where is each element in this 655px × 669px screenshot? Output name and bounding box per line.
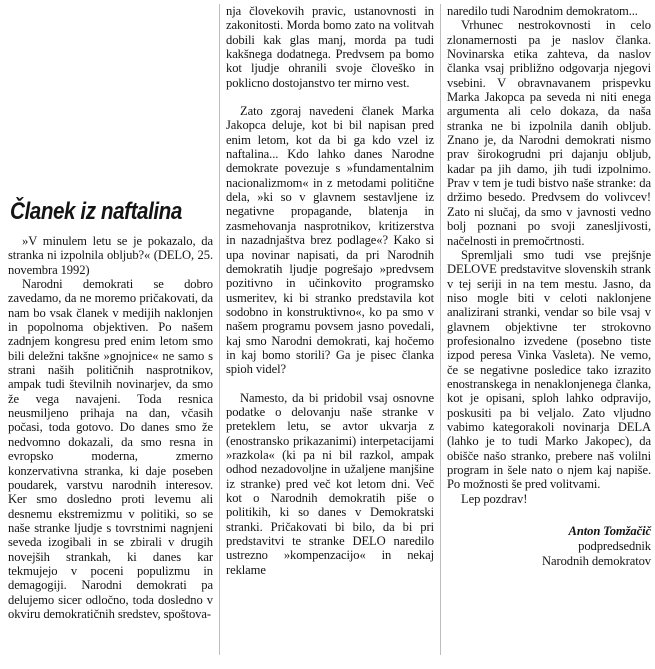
column-divider	[440, 4, 441, 655]
column-1-paragraph-1: Narodni demokrati se dobro zavedamo, da ne moremo pričakovati, da nam bo vsak članek v medijih naklonjen in popolnoma objektiven. Po našem zadnjem kongresu pred enim letom smo bili deležni takšne »gnojnice« ne samo s strani naših političnih nasprotnikov, ampak tudi številnih novinarjev, da smo že vega navajeni. Toda resnica neusmiljeno prihaja na dan, včasih počasi, toda gotovo. Do danes smo že nedvomno dokazali, da smo resna in evropsko moderna, zmerno konzervativna stranka, ki daje poseben poudarek, varstvu narodnih interesov. Ker smo dosledno proti levemu ali desnemu ekstremizmu v politiki, so se naše stranke ljudje s tovrstnimi nagnjeni seveda izogibali in se zbirali v drugih novejših strankah, ki danes kar tekmujejo v poceni populizmu in demagogiji. Narodni demokrati pa delujemo sicer odločno, toda dosledno v okviru demokratičnih sredstev, spoštova-	[8, 277, 213, 621]
author-title: podpredsednik	[578, 539, 651, 554]
column-3-paragraph-2: Vrhunec nestrokovnosti in celo zlonamernosti pa je naslov članka. Novinarska etika zahteva, da naslov članka vsaj približno odgovarja njegovi vsebini. V obravnavanem prispevku Marka Jakopca pa seveda ni niti enega argumenta ali celo dokaza, da naša stranka ne bi izpolnila danih obljub. Znano je, da Narodni demokrati nismo prav širokogrudni pri dajanju obljub, kadar pa jih damo, jih tudi izpolnimo. Prav v tem je tudi bistvo naše stranke: da držimo besedo. Predvsem do volivcev! Zato ni slučaj, da smo v javnosti vedno bolj poznani po svoji zanesljivosti, načelnosti in premočrtnosti.	[447, 18, 651, 248]
column-3-paragraph-1: naredilo tudi Narodnim demokratom...	[447, 4, 638, 18]
column-2-paragraph-2: Zato zgoraj navedeni članek Marka Jakopca deluje, kot bi bil napisan pred enim letom, kot da bi ga kdo vzel iz naftalina... Kdo lahko danes Narodne demokrate povezuje s »fundamentalnim nacionalizmom« in z metodami politične dela, »ki so v glavnem sestavljene iz negativne propagande, blatenja in zasmehovanja nasprotnikov, kritizerstva in nazadnjaštva brez podlage«? Kako si upa novinar napisati, da pri Narodnih demokratih ljudje pogrešajo »predvsem pozitivno in učinkovito programsko usmeritev, ki bi stranko predstavila kot sodobno in konstruktivno«, ko pa smo v našem programu povsem jasno povedali, kaj smo Narodni demokrati, kaj hočemo in kaj bomo storili? Ga je pisec članka spioh videl?	[226, 104, 434, 377]
column-1-lead-quote: »V minulem letu se je pokazalo, da stranka ni izpolnila obljub?« (DELO, 25. novembra 1992)	[8, 234, 213, 277]
column-2-paragraph-3: Namesto, da bi pridobil vsaj osnovne podatke o delovanju naše stranke v preteklem letu, se avtor ukvarja z (enostransko prikazanimi) interpetacijami »razkola« (ki pa ni bil razkol, ampak odhod nezadovoljne in užaljene manjšine iz stranke) pred več kot letom dni. Več kot o Narodnih demokratih piše o politikih, ki so danes v Demokratski stranki. Pričakovati bi bilo, da bi pri predstavitvi te stranke DELO naredilo ustrezno »kompenzacijo« in nekaj reklame	[226, 390, 434, 577]
author-organization: Narodnih demokratov	[542, 554, 651, 569]
article-headline: Članek iz naftalina	[10, 198, 182, 225]
column-2-paragraph-1: nja človekovih pravic, ustanovnosti in zakonitosti. Morda bomo zato na volitvah dobili kak glas manj, morda pa tudi kakšnega dodatnega. Predvsem pa bomo kot ljudje ohranili svoje človeško in poklicno dostojanstvo ter mirno vest.	[226, 4, 434, 90]
column-3-paragraph-3: Spremljali smo tudi vse prejšnje DELOVE predstavitve slovenskih strank v tej seriji in na tem mestu. Jasno, da niso mogle biti v celoti naklonjene analizirani stranki, vendar so bile vsaj v glavnem objektivne ter strokovno profesionalno izvedene (posebno tiste izpod peresa Vinka Vasleta). Ne vemo, če se negativne posledice tako izrazito enostranskega in nenaklonjenega članka, kot je opisani, sploh lahko odpravijo, poskusiti pa bi veljalo. Zato vljudno vabimo kategorakoli novinarja DELA (lahko je to tudi Marko Jakopec), da obišče našo stranko, prebere naš volilni program in šele nato o njem kaj napiše. Po možnosti še pred volitvami.	[447, 247, 651, 492]
article-column-1	[8, 234, 213, 621]
article-column-3	[447, 4, 651, 569]
signature-block	[447, 524, 651, 569]
column-divider	[219, 4, 220, 655]
author-name: Anton Tomžačič	[568, 524, 651, 539]
greeting: Lep pozdrav!	[461, 491, 528, 506]
article-column-2	[226, 4, 434, 577]
